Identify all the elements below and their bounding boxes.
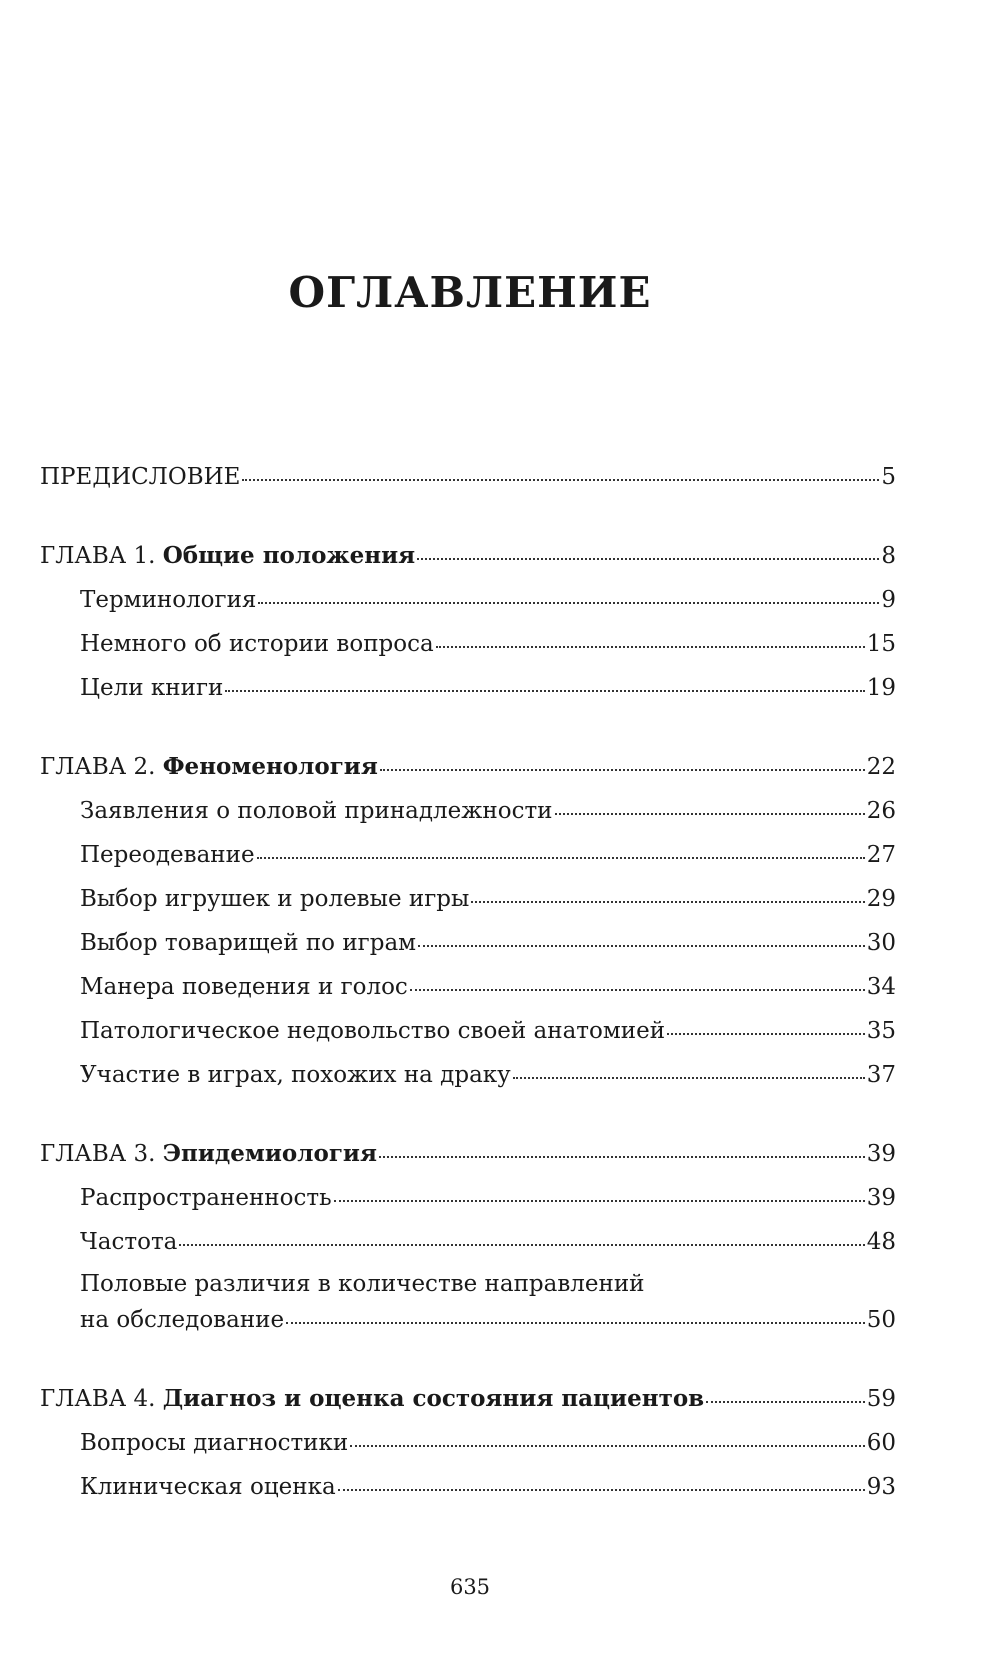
toc-label: Выбор товарищей по играм [80,930,417,956]
dot-leader [258,602,879,604]
toc-label: Манера поведения и голос [80,974,408,1000]
chapter-name: Диагноз и оценка состояния пациентов [162,1385,705,1412]
chapter-name: Эпидемиология [162,1140,377,1167]
dot-leader [338,1489,865,1491]
toc-label: Немного об истории вопроса [80,631,434,657]
dot-leader [334,1200,865,1202]
toc-page-number: 8 [881,543,896,569]
toc-entry[interactable] [40,1465,896,1509]
page-title: ОГЛАВЛЕНИЕ [288,268,652,317]
toc-entry[interactable] [40,877,896,921]
toc-entry-line2 [80,1298,896,1342]
toc-chapter-4[interactable] [40,1377,896,1421]
toc-page-number: 9 [881,587,896,613]
toc-page-number: 48 [866,1229,896,1255]
toc-page-number: 35 [866,1018,896,1044]
toc-page-number: 50 [866,1307,896,1333]
toc-entry[interactable] [40,622,896,666]
toc-page-number: 27 [866,842,896,868]
dot-leader [225,690,864,692]
toc-label-line1: Половые различия в количестве направлений [80,1271,645,1297]
dot-leader [257,857,865,859]
page-number: 635 [449,1575,491,1599]
toc-chapter-label [40,745,378,789]
toc-label-line2: на обследование [80,1307,285,1333]
toc-page-number: 5 [881,464,896,490]
toc-page-number: 29 [866,886,896,912]
toc-page-number: 37 [866,1062,896,1088]
toc-chapter-3[interactable] [40,1132,896,1176]
toc-entry[interactable] [40,1421,896,1465]
toc-page-number: 39 [866,1141,896,1167]
toc-label: Переодевание [80,842,255,868]
dot-leader [410,989,865,991]
toc-label: ПРЕДИСЛОВИЕ [40,464,241,490]
toc-page-number: 15 [866,631,896,657]
dot-leader [286,1322,865,1324]
toc-label: Вопросы диагностики [80,1430,349,1456]
toc-page-number: 19 [866,675,896,701]
toc-label: Частота [80,1229,178,1255]
toc-page-number: 93 [866,1474,896,1500]
toc-page-number: 39 [866,1185,896,1211]
chapter-prefix: ГЛАВА 1. [40,543,156,569]
chapter-prefix: ГЛАВА 4. [40,1386,156,1412]
toc-label: Выбор игрушек и ролевые игры [80,886,470,912]
toc-label: Заявления о половой принадлежности [80,798,553,824]
table-of-contents [40,455,896,1509]
toc-entry[interactable] [40,578,896,622]
toc-entry[interactable] [40,666,896,710]
toc-chapter-label [40,534,415,578]
toc-page-number: 26 [866,798,896,824]
toc-entry[interactable] [40,833,896,877]
toc-entry[interactable] [40,1009,896,1053]
toc-label: Участие в играх, похожих на драку [80,1062,511,1088]
dot-leader [380,769,865,771]
chapter-prefix: ГЛАВА 2. [40,754,156,780]
chapter-name: Феноменология [162,753,378,780]
toc-label: Цели книги [80,675,224,701]
toc-chapter-label [40,1132,377,1176]
toc-label: Патологическое недовольство своей анатомией [80,1018,666,1044]
toc-entry[interactable] [40,1053,896,1097]
dot-leader [555,813,865,815]
toc-page-number: 59 [866,1386,896,1412]
toc-label: Клиническая оценка [80,1474,336,1500]
chapter-prefix: ГЛАВА 3. [40,1141,156,1167]
dot-leader [471,901,864,903]
dot-leader [350,1445,865,1447]
toc-chapter-2[interactable] [40,745,896,789]
dot-leader [418,945,865,947]
toc-chapter-1[interactable] [40,534,896,578]
toc-label: Распространенность [80,1185,332,1211]
dot-leader [417,558,879,560]
toc-page-number: 22 [866,754,896,780]
toc-entry[interactable] [40,1176,896,1220]
toc-page-number: 30 [866,930,896,956]
toc-entry[interactable] [40,965,896,1009]
dot-leader [379,1156,865,1158]
toc-page-number: 34 [866,974,896,1000]
dot-leader [706,1401,865,1403]
toc-entry[interactable] [40,921,896,965]
toc-label: Терминология [80,587,257,613]
dot-leader [513,1077,865,1079]
dot-leader [242,479,879,481]
toc-chapter-label [40,1377,704,1421]
toc-entry-preface[interactable] [40,455,896,499]
chapter-name: Общие положения [162,542,416,569]
dot-leader [436,646,865,648]
toc-entry[interactable] [40,789,896,833]
toc-entry[interactable] [40,1220,896,1264]
toc-entry-multiline[interactable] [40,1264,896,1342]
dot-leader [667,1033,865,1035]
toc-page-number: 60 [866,1430,896,1456]
dot-leader [179,1244,864,1246]
